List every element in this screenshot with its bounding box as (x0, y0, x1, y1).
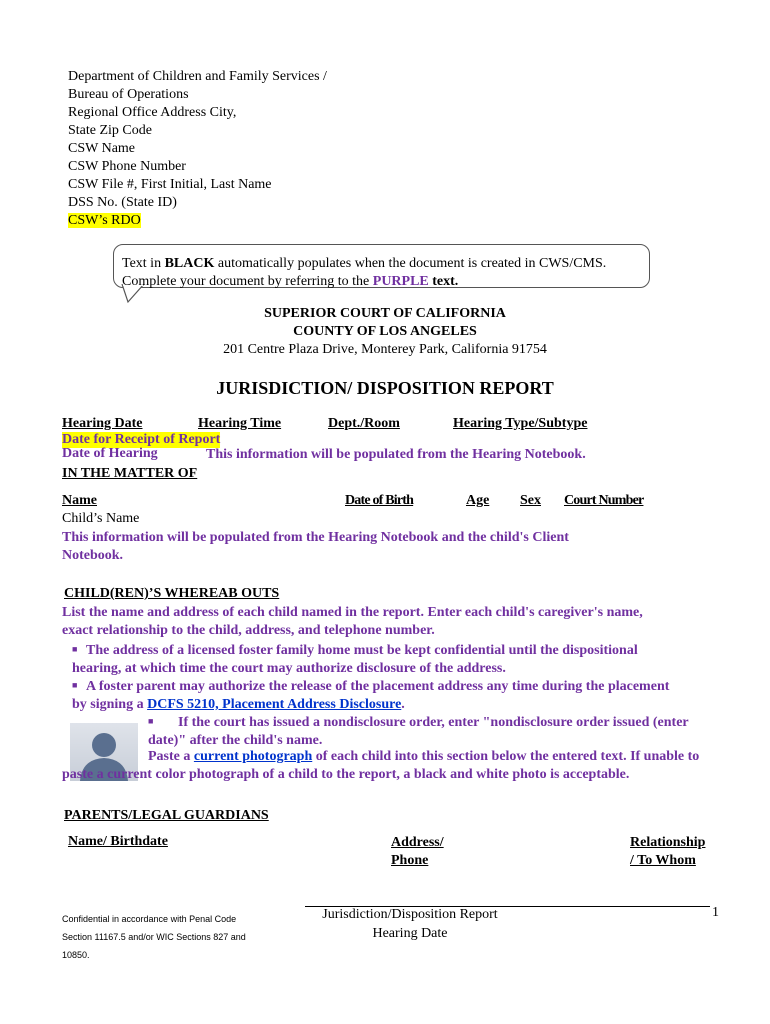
address-line: CSW Phone Number (68, 159, 186, 174)
report-title: JURISDICTION/ DISPOSITION REPORT (216, 378, 554, 398)
address-line: Department of Children and Family Services / (68, 69, 327, 84)
current-photograph-link[interactable]: current photograph (193, 749, 313, 764)
purple-word: PURPLE (372, 274, 429, 289)
address-block (68, 68, 327, 230)
photo-text-2: of each child into this section below the entered text. If unable to paste a current color photograph of a child to the report, a black and white photo is acceptable. (62, 749, 700, 782)
court-county: COUNTY OF LOS ANGELES (293, 324, 477, 339)
parents-col-address-2: Phone (391, 853, 429, 868)
callout-text-2: automatically populates when the document is created in CWS/CMS. Complete your document by referring to the (122, 256, 607, 289)
address-line: Bureau of Operations (68, 87, 189, 102)
parents-col-relationship (630, 834, 705, 870)
callout-text (122, 255, 642, 291)
bullet-foster-address (72, 640, 672, 678)
address-line: CSW Name (68, 141, 136, 156)
dcfs-5210-link[interactable]: DCFS 5210, Placement Address Disclosure (147, 697, 402, 712)
hearing-date-label: Hearing Date (62, 416, 143, 431)
court-header (0, 305, 770, 359)
footer-confidential-1: Confidential in accordance with Penal Code (62, 914, 237, 924)
child-name: Child’s Name (62, 511, 140, 526)
photo-text-1: Paste a (148, 749, 194, 764)
parents-col-name: Name/ Birthdate (68, 834, 168, 849)
hearing-type-label: Hearing Type/Subtype (453, 416, 588, 431)
col-sex: Sex (520, 493, 541, 508)
footer-title-2: Hearing Date (372, 926, 448, 941)
col-age: Age (466, 493, 490, 508)
bullet1-text: The address of a licensed foster family home must be kept confidential until the dispositional hearing, at which time the court may authorize disclosure of the address. (72, 643, 638, 676)
footer-title (300, 905, 520, 943)
court-name: SUPERIOR COURT OF CALIFORNIA (264, 306, 506, 321)
whereabouts-intro: List the name and address of each child named in the report. Enter each child's caregiver's name, exact relationship to the child, address, and telephone number. (62, 605, 643, 638)
bullet2-text: A foster parent may authorize the release of the placement address any time during the placement by signing a (72, 679, 670, 712)
matter-heading: IN THE MATTER OF (62, 466, 198, 481)
parents-col-address (391, 834, 444, 870)
address-line: State Zip Code (68, 123, 152, 138)
bullet-nondisclosure (148, 712, 708, 750)
page-number: 1 (712, 905, 719, 920)
date-of-hearing-label: Date of Hearing (62, 446, 158, 461)
matter-note: This information will be populated from the Hearing Notebook and the child's Client Notebook. (62, 530, 569, 563)
dept-room-label: Dept./Room (328, 416, 400, 431)
bullet3-text: If the court has issued a nondisclosure order, enter "nondisclosure order issued (enter date)" after the child's name. (148, 715, 689, 748)
address-line: DSS No. (State ID) (68, 195, 177, 210)
hearing-notebook-note: This information will be populated from the Hearing Notebook. (206, 447, 586, 462)
bullet-foster-release (72, 676, 677, 714)
callout-text-3: text. (428, 274, 459, 289)
address-line: Regional Office Address City, (68, 105, 237, 120)
footer-confidential-2: Section 11167.5 and/or WIC Sections 827 and (62, 932, 246, 942)
callout-text-1: Text in (122, 256, 165, 271)
parents-col-relationship-2: / To Whom (630, 853, 696, 868)
receipt-date-label: Date for Receipt of Report (62, 432, 221, 447)
address-line: CSW File #, First Initial, Last Name (68, 177, 272, 192)
col-name: Name (62, 493, 97, 508)
bullet-icon: ■ (72, 644, 78, 654)
parents-col-relationship-1: Relationship (630, 835, 706, 850)
black-word: BLACK (164, 256, 215, 271)
col-court-number: Court Number (564, 493, 644, 508)
photo-instruction (62, 748, 702, 784)
footer-confidential-3: 10850. (62, 950, 90, 960)
col-dob: Date of Birth (345, 493, 414, 508)
bullet-icon: ■ (148, 716, 154, 726)
parents-col-address-1: Address/ (391, 835, 444, 850)
footer-confidential (62, 910, 302, 964)
parents-heading: PARENTS/LEGAL GUARDIANS (64, 808, 269, 823)
csw-rdo-line: CSW’s RDO (68, 213, 141, 228)
bullet2-end: . (401, 697, 405, 712)
footer-title-1: Jurisdiction/Disposition Report (322, 907, 498, 922)
bullet-icon: ■ (72, 680, 78, 690)
whereabouts-heading: CHILD(REN)’S WHEREAB OUTS (64, 586, 280, 601)
court-address: 201 Centre Plaza Drive, Monterey Park, California 91754 (223, 342, 547, 357)
hearing-time-label: Hearing Time (198, 416, 282, 431)
